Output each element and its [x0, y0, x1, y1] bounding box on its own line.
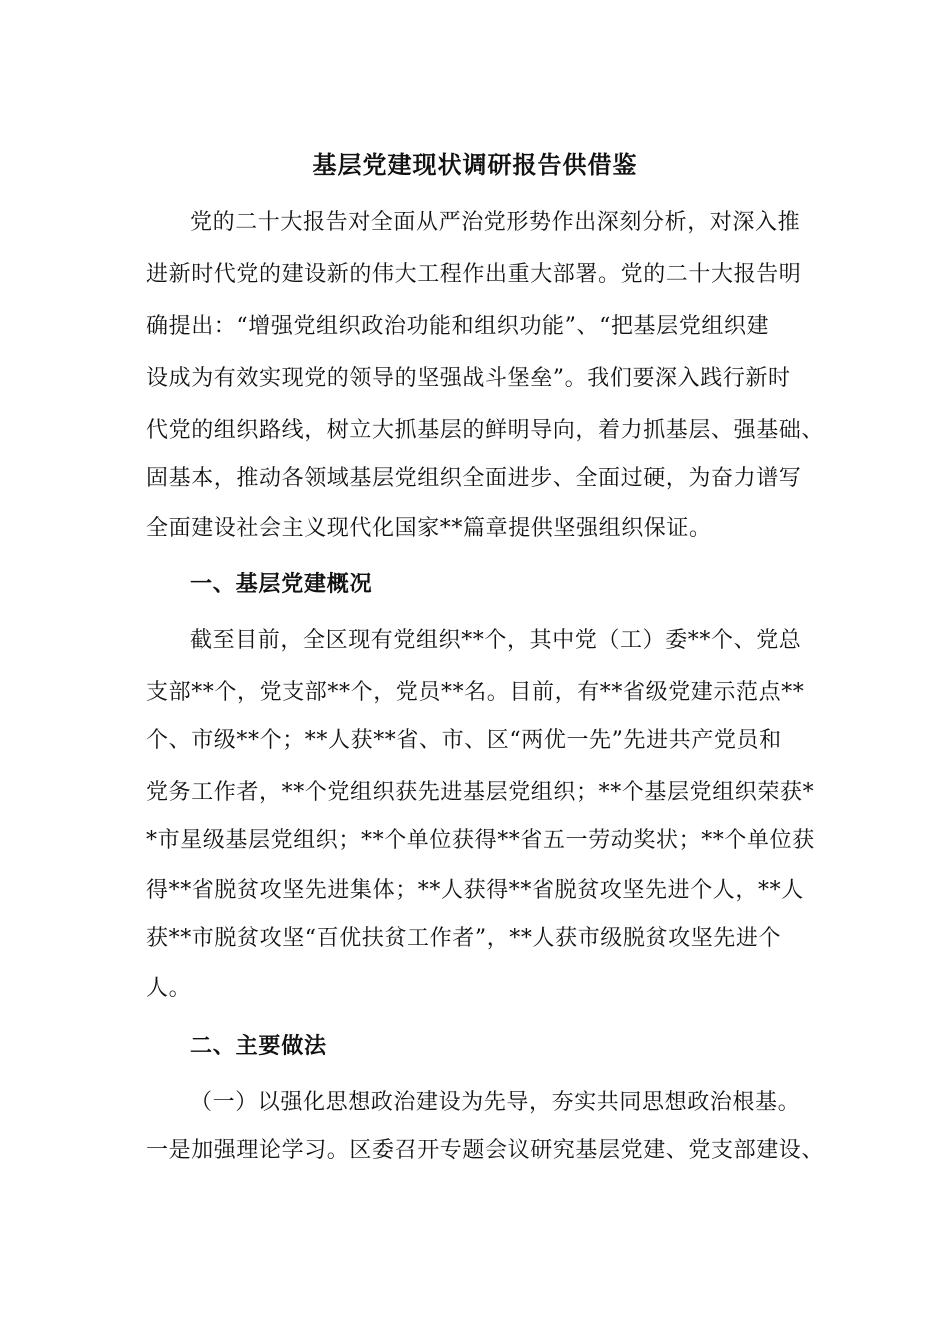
- paragraph-line: 固基本，推动各领域基层党组织全面进步、全面过硬，为奋力谱写: [146, 466, 802, 491]
- paragraph-line: 进新时代党的建设新的伟大工程作出重大部署。党的二十大报告明: [146, 262, 802, 287]
- paragraph-line: 支部**个，党支部**个，党员**名。目前，有**省级党建示范点**: [146, 680, 805, 705]
- section-heading: 一、基层党建概况: [190, 572, 373, 597]
- paragraph-line: 得**省脱贫攻坚先进集体；**人获得**省脱贫攻坚先进个人，**人: [146, 878, 804, 903]
- paragraph-line: 人。: [146, 976, 192, 1001]
- paragraph-line: 党务工作者，**个党组织获先进基层党组织；**个基层党组织荣获*: [146, 780, 815, 805]
- paragraph-line: 党的二十大报告对全面从严治党形势作出深刻分析，对深入推: [190, 210, 801, 235]
- paragraph-line: 截至目前，全区现有党组织**个，其中党（工）委**个、党总: [190, 628, 802, 653]
- paragraph-line: 确提出：“增强党组织政治功能和组织功能”、“把基层党组织建: [146, 314, 770, 339]
- section-heading: 二、主要做法: [190, 1034, 327, 1059]
- document-title: 基层党建现状调研报告供借鉴: [312, 151, 638, 179]
- paragraph-line: 代党的组织路线，树立大抓基层的鲜明导向，着力抓基层、强基础、: [146, 418, 825, 443]
- paragraph-line: 个、市级**个；**人获**省、市、区“两优一先”先进共产党员和: [146, 728, 782, 753]
- paragraph-line: 获**市脱贫攻坚“百优扶贫工作者”，**人获市级脱贫攻坚先进个: [146, 926, 782, 951]
- paragraph-line: 设成为有效实现党的领导的坚强战斗堡垒”。我们要深入践行新时: [146, 366, 791, 391]
- paragraph-line: 全面建设社会主义现代化国家**篇章提供坚强组织保证。: [146, 516, 712, 541]
- paragraph-line: 一是加强理论学习。区委召开专题会议研究基层党建、党支部建设、: [146, 1138, 825, 1163]
- paragraph-line: *市星级基层党组织；**个单位获得**省五一劳动奖状；**个单位获: [146, 828, 815, 853]
- paragraph-line: （一）以强化思想政治建设为先导，夯实共同思想政治根基。: [190, 1090, 801, 1115]
